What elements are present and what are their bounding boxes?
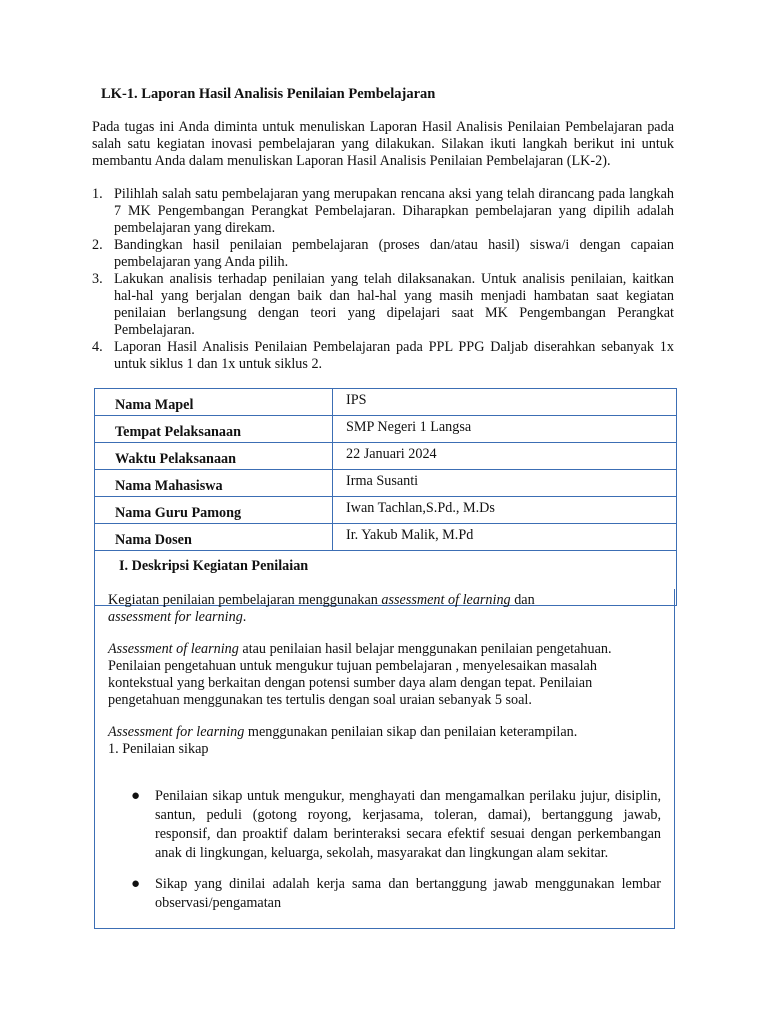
description-paragraph (108, 592, 653, 626)
list-item-text: Lakukan analisis terhadap penilaian yang telah dilaksanakan. Untuk analisis penilaian, kaitkan hal-hal yang berjalan dengan baik dan hal-hal yang masih menjadi hambatan saat kegiatan penilaian berlangsung dengan teori yang dipelajari saat MK Pengembangan Perangkat Pembelajaran. (114, 271, 674, 338)
bullet-item (131, 787, 661, 863)
info-label: Nama Mapel (95, 389, 333, 416)
text-span: atau penilaian hasil belajar menggunakan penilaian pengetahuan. Penilaian pengetahuan untuk mengukur tujuan pembelajaran , menyelesaikan masalah kontekstual yang berkaitan dengan potensi sumber daya alam dengan tepat. Penilaian pengetahuan menggunakan tes tertulis dengan soal uraian sebanyak 5 soal. (108, 641, 612, 708)
table-row (95, 497, 677, 524)
info-value: IPS (333, 389, 677, 416)
table-row (95, 389, 677, 416)
italic-term: assessment of learning (381, 592, 511, 608)
info-label: Waktu Pelaksanaan (95, 443, 333, 470)
list-item (92, 271, 674, 339)
italic-term: Assessment for learning (108, 724, 245, 740)
info-value: SMP Negeri 1 Langsa (333, 416, 677, 443)
italic-term: assessment for learning (108, 609, 243, 625)
bullet-icon: ● (131, 876, 141, 892)
info-label: Tempat Pelaksanaan (95, 416, 333, 443)
table-row (95, 443, 677, 470)
list-number: 3. (92, 271, 103, 287)
info-table (94, 388, 677, 606)
text-span: . (242, 609, 247, 625)
list-item (92, 237, 674, 271)
italic-term: Assessment of learning (108, 641, 239, 657)
list-number: 2. (92, 237, 103, 253)
table-row (95, 416, 677, 443)
table-row (95, 524, 677, 551)
list-item-text: Bandingkan hasil penilaian pembelajaran (proses dan/atau hasil) siswa/i dengan capaian pembelajaran yang Anda pilih. (114, 237, 674, 270)
instruction-list (92, 186, 674, 373)
bullet-text: Sikap yang dinilai adalah kerja sama dan bertanggung jawab menggunakan lembar observasi/pengamatan (155, 876, 661, 911)
list-item (92, 186, 674, 237)
list-number: 1. (92, 186, 103, 202)
description-paragraph (108, 641, 653, 709)
info-value: 22 Januari 2024 (333, 443, 677, 470)
list-item-text: Laporan Hasil Analisis Penilaian Pembelajaran pada PPL PPG Daljab diserahkan sebanyak 1x untuk siklus 1 dan 1x untuk siklus 2. (114, 339, 674, 372)
section-title: I. Deskripsi Kegiatan Penilaian (95, 551, 677, 606)
list-number: 4. (92, 339, 103, 355)
intro-paragraph: Pada tugas ini Anda diminta untuk menuliskan Laporan Hasil Analisis Penilaian Pembelajaran pada salah satu kegiatan inovasi pembelajaran yang dilakukan. Silakan ikuti langkah berikut ini untuk membantu Anda dalam menuliskan Laporan Hasil Analisis Penilaian Pembelajaran (LK-2). (92, 119, 674, 169)
bullet-icon: ● (131, 788, 141, 804)
list-item (92, 339, 674, 373)
info-label: Nama Guru Pamong (95, 497, 333, 524)
document-title: LK-1. Laporan Hasil Analisis Penilaian Pembelajaran (101, 86, 436, 102)
description-paragraph (108, 724, 653, 741)
info-label: Nama Mahasiswa (95, 470, 333, 497)
info-label: Nama Dosen (95, 524, 333, 551)
list-item-text: Pilihlah salah satu pembelajaran yang merupakan rencana aksi yang telah dirancang pada langkah 7 MK Pengembangan Perangkat Pembelajaran. Diharapkan pembelajaran yang dipilih adalah pembelajaran yang direkam. (114, 186, 674, 236)
bullet-item (131, 875, 661, 913)
bullet-list (131, 787, 661, 913)
info-value: Irma Susanti (333, 470, 677, 497)
text-span: dan (510, 592, 535, 608)
description-content (108, 592, 653, 758)
bullet-text: Penilaian sikap untuk mengukur, menghayati dan mengamalkan perilaku jujur, disiplin, santun, peduli (gotong royong, kerjasama, toleran, damai), bertanggung jawab, responsif, dan proaktif dalam berinteraksi secara efektif sesuai dengan perkembangan anak di lingkungan, keluarga, sekolah, masyarakat dan lingkungan alam sekitar. (155, 788, 661, 861)
table-row (95, 470, 677, 497)
text-span: Kegiatan penilaian pembelajaran menggunakan (108, 592, 382, 608)
info-value: Ir. Yakub Malik, M.Pd (333, 524, 677, 551)
info-value: Iwan Tachlan,S.Pd., M.Ds (333, 497, 677, 524)
text-span: menggunakan penilaian sikap dan penilaian keterampilan. (244, 724, 578, 740)
subheading: 1. Penilaian sikap (108, 741, 209, 757)
